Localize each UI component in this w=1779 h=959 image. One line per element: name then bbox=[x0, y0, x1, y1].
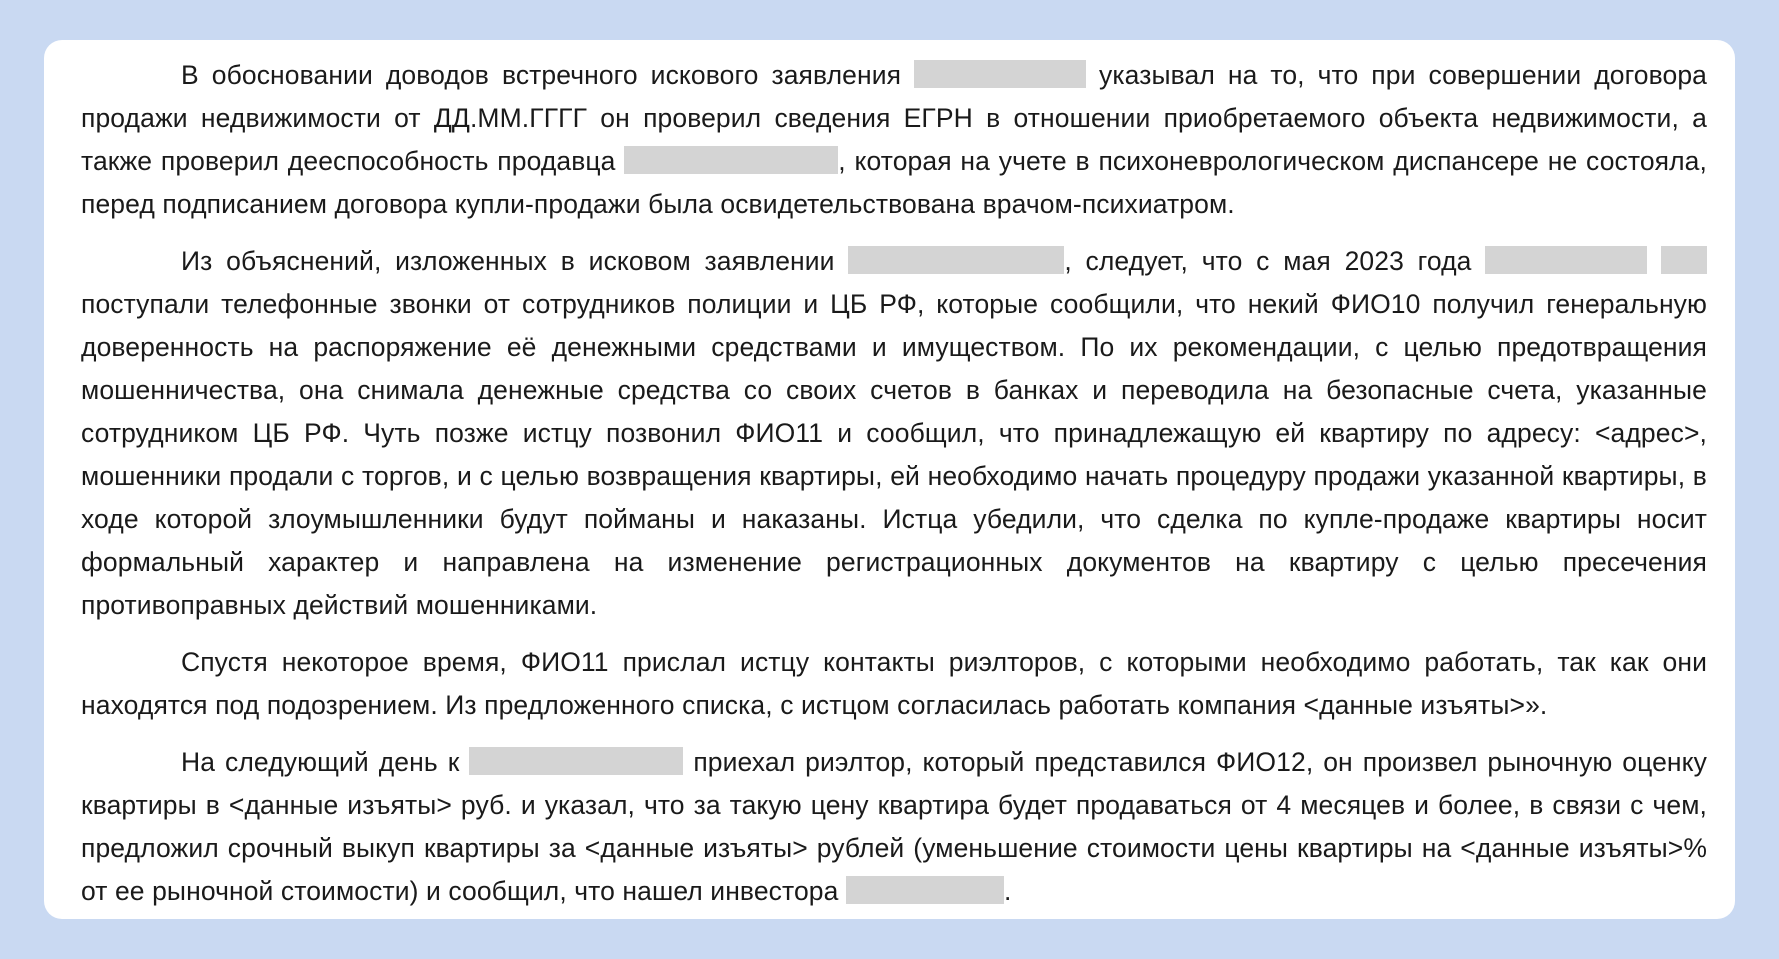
paragraph-1 bbox=[81, 54, 1707, 226]
redaction-box bbox=[846, 876, 1004, 904]
paragraph-2-text-c: поступали телефонные звонки от сотрудников полиции и ЦБ РФ, которые сообщили, что некий ФИО10 получил генеральную доверенность на распоряжение её денежными средствами и имуществом. По их рекомендации, с целью предотвращения мошенничества, она снимала денежные средства со своих счетов в банках и переводила на безопасные счета, указанные сотрудником ЦБ РФ. Чуть позже истцу позвонил ФИО11 и сообщил, что принадлежащую ей квартиру по адресу: <адрес>, мошенники продали с торгов, и с целью возвращения квартиры, ей необходимо начать процедуру продажи указанной квартиры, в ходе которой злоумышленники будут пойманы и наказаны. Истца убедили, что сделка по купле-продаже квартиры носит формальный характер и направлена на изменение регистрационных документов на квартиру с целью пресечения противоправных действий мошенниками. bbox=[81, 289, 1707, 620]
paragraph-1-text-a: В обосновании доводов встречного искового заявления bbox=[181, 60, 902, 90]
paragraph-1-text-b: указывал на то, что при совершении договора продажи недвижимости от ДД.ММ.ГГГГ он проверил сведения ЕГРН в отношении приобретаемого объекта недвижимости, а также проверил дееспособность продавца bbox=[81, 60, 1708, 176]
redaction-box bbox=[624, 146, 838, 174]
redaction-box bbox=[914, 60, 1086, 88]
paragraph-1-text-c: , которая на учете в психоневрологическом диспансере не состояла, перед подписанием договора купли-продажи была освидетельствована врачом-психиатром. bbox=[81, 146, 1707, 219]
paragraph-2-text-a: Из объяснений, изложенных в исковом заявлении bbox=[181, 246, 835, 276]
paragraph-2-text-b: , следует, что с мая 2023 года bbox=[1064, 246, 1472, 276]
redaction-box bbox=[848, 246, 1064, 274]
redaction-box bbox=[469, 747, 683, 775]
redaction-box bbox=[1485, 246, 1647, 274]
paragraph-2 bbox=[81, 240, 1707, 627]
paragraph-3 bbox=[81, 641, 1707, 727]
document-card bbox=[44, 40, 1735, 919]
paragraph-4-text-a: На следующий день к bbox=[181, 747, 460, 777]
redaction-box bbox=[1661, 246, 1707, 274]
paragraph-4 bbox=[81, 741, 1707, 913]
paragraph-4-text-c: . bbox=[1003, 876, 1012, 906]
paragraph-4-text-b: приехал риэлтор, который представился ФИО12, он произвел рыночную оценку квартиры в <данные изъяты> руб. и указал, что за такую цену квартира будет продаваться от 4 месяцев и более, в связи с чем, предложил срочный выкуп квартиры за <данные изъяты> рублей (уменьшение стоимости цены квартиры на <данные изъяты>% от ее рыночной стоимости) и сообщил, что нашел инвестора bbox=[81, 747, 1707, 906]
paragraph-3-text: Спустя некоторое время, ФИО11 прислал истцу контакты риэлторов, с которыми необходимо работать, так как они находятся под подозрением. Из предложенного списка, с истцом согласилась работать компания <данные изъяты>». bbox=[81, 647, 1707, 720]
